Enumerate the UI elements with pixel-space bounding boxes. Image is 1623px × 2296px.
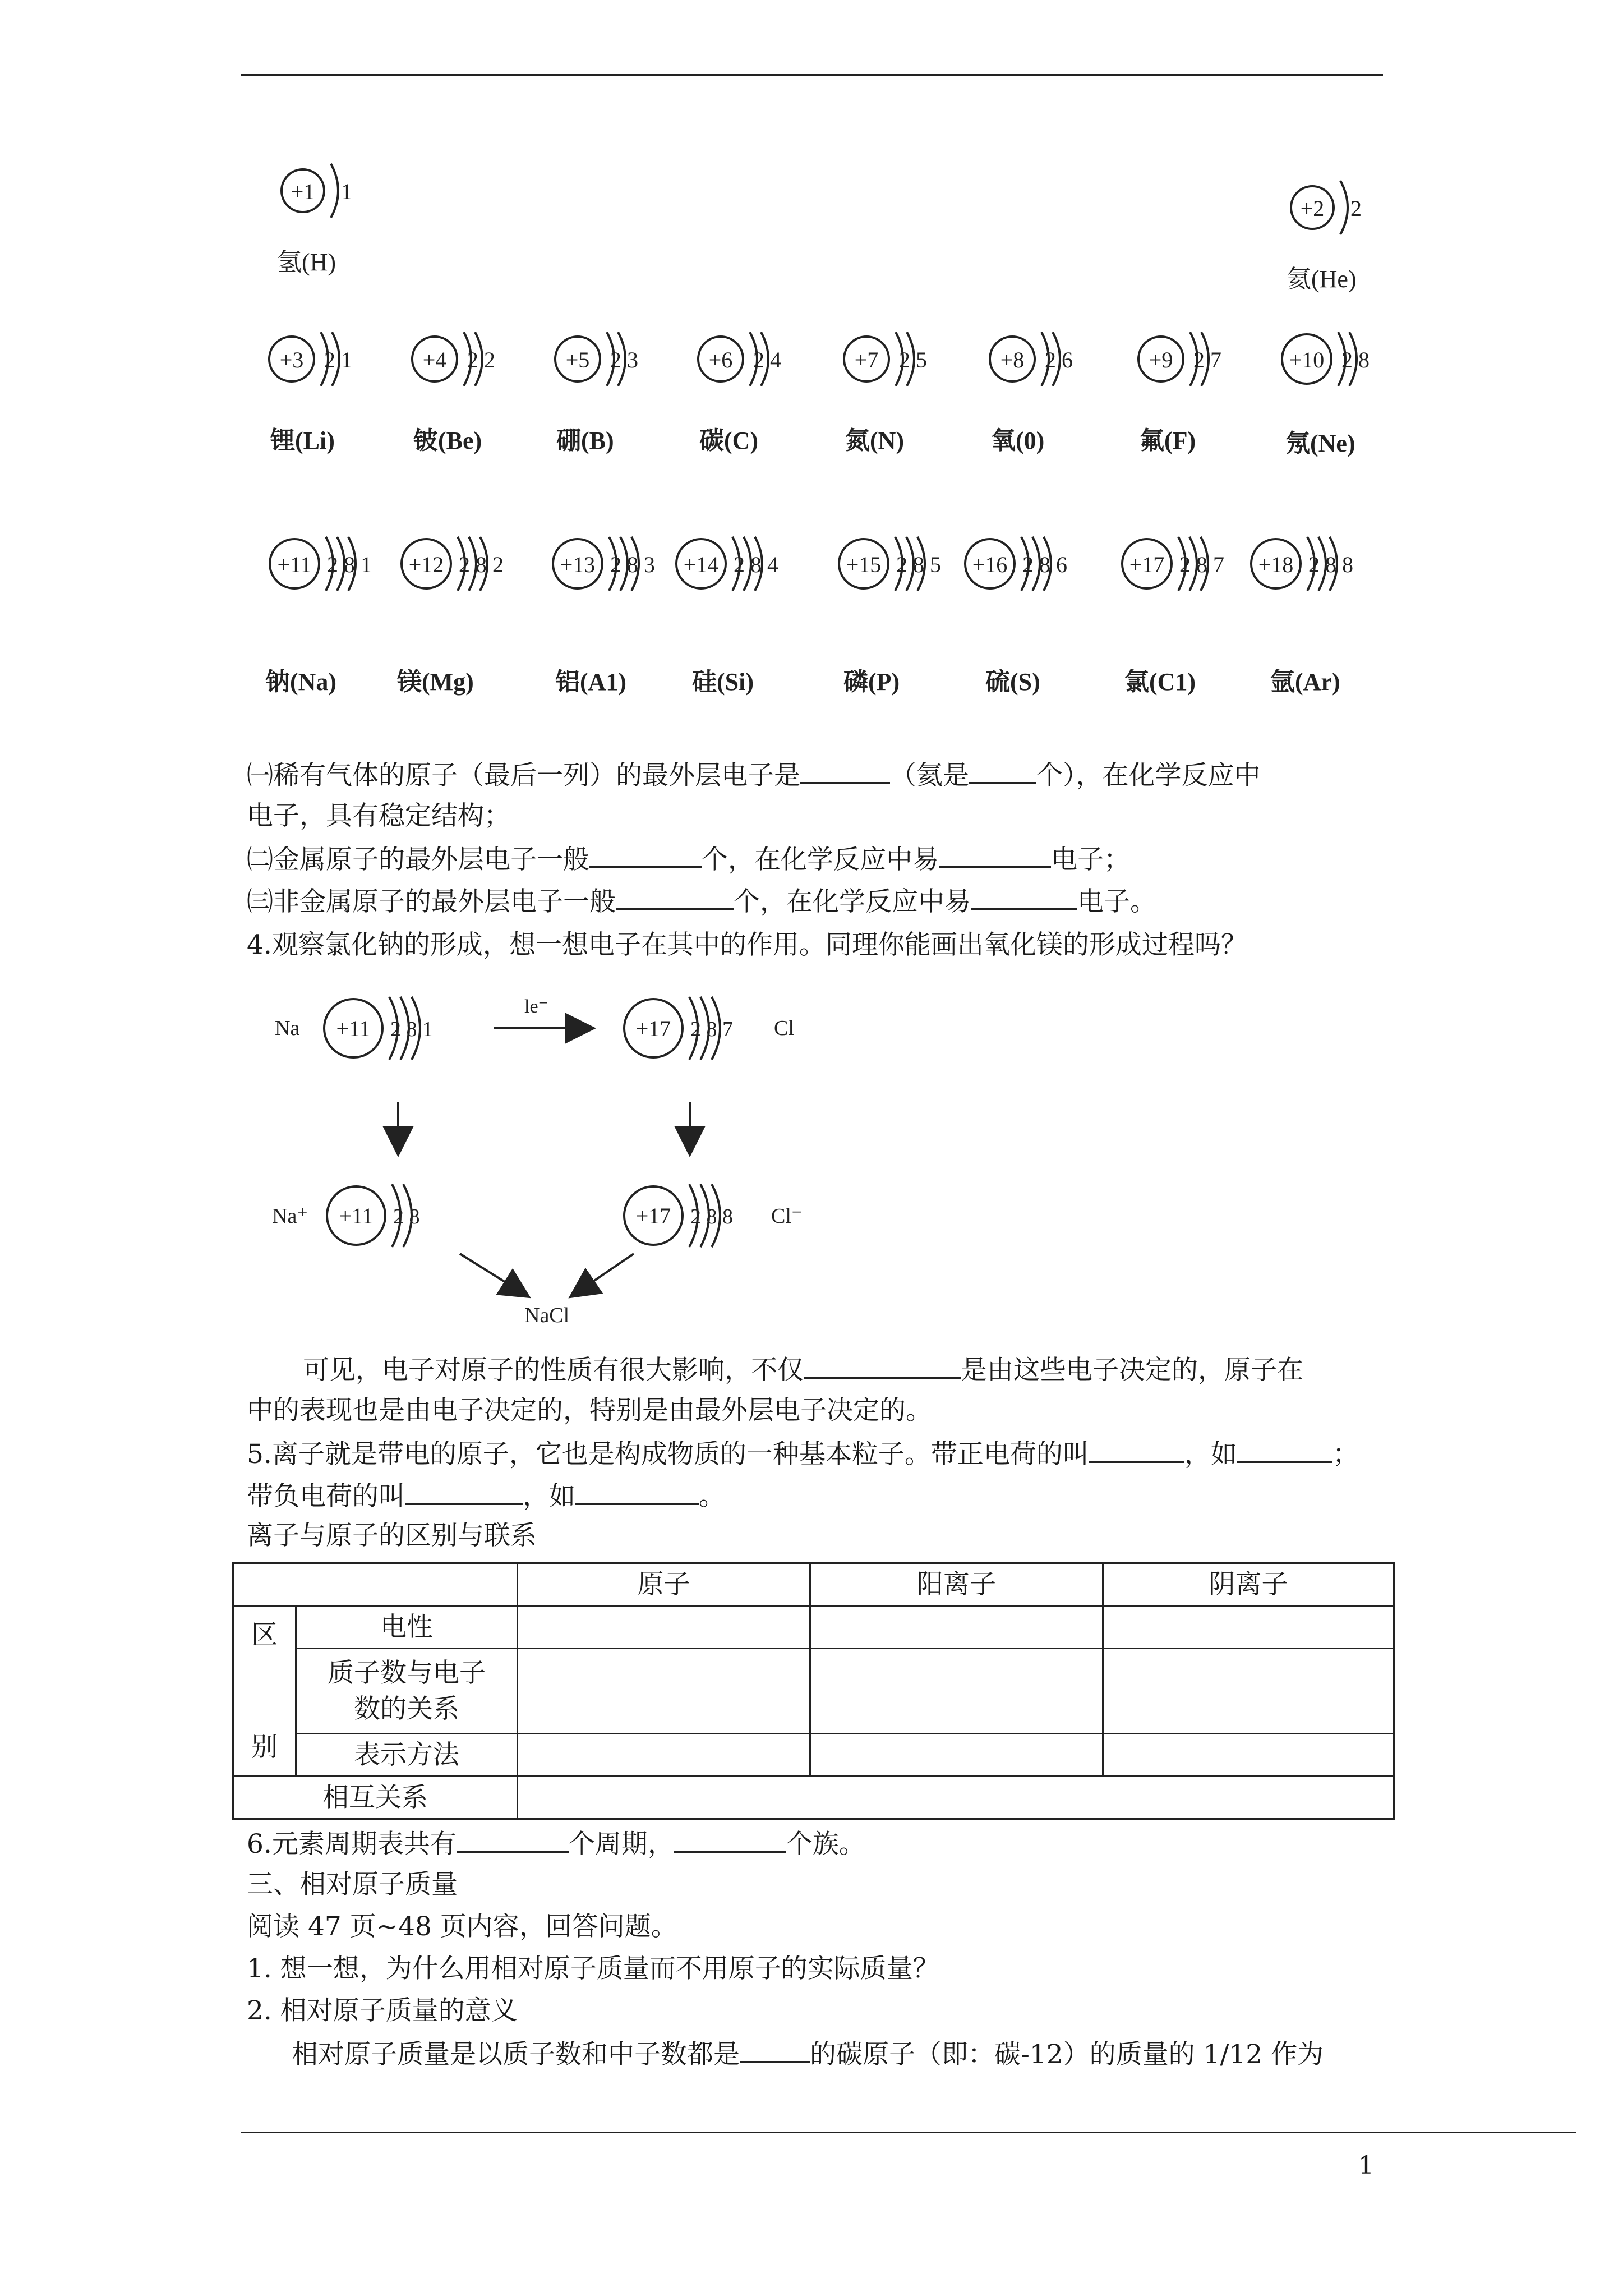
answer-cell[interactable]	[1103, 1734, 1394, 1777]
header-cation: 阳离子	[810, 1563, 1103, 1606]
element-label: 氟(F)	[1140, 427, 1196, 454]
element-label: 铍(Be)	[413, 427, 482, 454]
shell-electrons: 2 4	[753, 347, 781, 372]
svg-text:+11: +11	[339, 1203, 374, 1228]
atomic-structure-figure	[247, 140, 1413, 729]
element-label: 碳(C)	[699, 427, 759, 454]
nucleus-charge: +16	[972, 552, 1008, 577]
nucleus-charge: +9	[1149, 347, 1173, 372]
answer-cell[interactable]	[518, 1649, 810, 1734]
cl-atom-label: Cl	[774, 1016, 794, 1040]
answer-blank[interactable]	[575, 1478, 699, 1505]
element-label: 硅(Si)	[692, 668, 754, 696]
row-label-relation: 质子数与电子 数的关系	[296, 1649, 518, 1734]
section-3-heading: 三、相对原子质量	[247, 1869, 458, 1900]
shell-electrons: 2 8 2	[459, 552, 504, 577]
element-label: 镁(Mg)	[397, 668, 474, 696]
nucleus-charge: +15	[846, 552, 882, 577]
nucleus-charge: +17	[1129, 552, 1165, 577]
answer-blank[interactable]	[971, 884, 1077, 910]
section-3-reading: 阅读 47 页~48 页内容，回答问题。	[247, 1911, 677, 1942]
answer-cell[interactable]	[518, 1606, 810, 1649]
nucleus-charge: +12	[408, 552, 444, 577]
header-anion: 阴离子	[1103, 1563, 1394, 1606]
nucleus-charge: +3	[279, 347, 304, 372]
element-label: 氮(N)	[845, 427, 905, 454]
nucleus-charge: +6	[708, 347, 733, 372]
answer-blank[interactable]	[804, 1352, 961, 1379]
section-3-definition: 相对原子质量是以质子数和中子数都是 的碳原子（即：碳-12）的质量的 1/12 作为	[292, 2036, 1324, 2072]
answer-blank[interactable]	[674, 1826, 786, 1853]
atom-diagram-be	[412, 332, 495, 454]
nucleus-charge: +8	[1000, 347, 1025, 372]
svg-text:+17: +17	[635, 1203, 671, 1228]
section-3-item-1: 1. 想一想，为什么用相对原子质量而不用原子的实际质量？	[247, 1953, 939, 1984]
shell-electrons: 2 8 5	[896, 552, 941, 577]
element-label: 锂(Li)	[270, 427, 335, 454]
cl-atom-diagram	[624, 997, 733, 1060]
shell-electrons: 2 8	[1341, 347, 1370, 372]
shell-electrons: 2 8 7	[1179, 552, 1224, 577]
shell-electrons: 2	[1350, 196, 1362, 221]
answer-blank[interactable]	[969, 757, 1036, 784]
answer-cell[interactable]	[810, 1649, 1103, 1734]
element-label: 钠(Na)	[265, 668, 337, 696]
shell-electrons: 2 7	[1193, 347, 1221, 372]
cl-ion-diagram	[624, 1184, 733, 1247]
atom-diagram-na	[265, 537, 372, 696]
nucleus-charge: +5	[565, 347, 590, 372]
ion-atom-comparison-table	[232, 1562, 1395, 1820]
row-label-charge: 电性	[296, 1606, 518, 1649]
shell-electrons: 2 6	[1045, 347, 1073, 372]
q5-line-2: 带负电荷的叫 ，如 。	[247, 1478, 725, 1513]
q3-line-4: ㈢非金属原子的最外层电子一般 个，在化学反应中易 电子。	[247, 884, 1156, 919]
nucleus-charge: +13	[560, 552, 596, 577]
q6-line: 6.元素周期表共有 个周期， 个族。	[247, 1826, 865, 1861]
answer-blank[interactable]	[740, 2036, 810, 2063]
q3-line-3: ㈡金属原子的最外层电子一般 个，在化学反应中易 电子；	[247, 841, 1130, 877]
svg-text:2 8 7: 2 8 7	[690, 1018, 733, 1041]
element-label: 铝(A1)	[555, 668, 627, 696]
answer-blank[interactable]	[405, 1478, 523, 1505]
atom-diagram-b	[555, 332, 638, 454]
element-label: 磷(P)	[843, 668, 900, 696]
nucleus-charge: +4	[422, 347, 447, 372]
answer-blank[interactable]	[589, 841, 702, 868]
na-to-nacl-arrow	[460, 1254, 527, 1296]
svg-text:+11: +11	[336, 1016, 371, 1041]
shell-electrons: 2 8 6	[1022, 552, 1067, 577]
element-label: 硼(B)	[556, 427, 614, 454]
answer-blank[interactable]	[616, 884, 734, 910]
difference-header: 区 别	[233, 1606, 296, 1777]
element-label: 氢(H)	[277, 249, 336, 276]
answer-cell[interactable]	[810, 1606, 1103, 1649]
answer-blank[interactable]	[800, 757, 890, 784]
electron-transfer-label: le⁻	[524, 996, 548, 1017]
atom-diagram-cl	[1122, 537, 1224, 696]
row-label-link: 相互关系	[233, 1777, 518, 1819]
answer-blank[interactable]	[1237, 1436, 1332, 1463]
table-title: 离子与原子的区别与联系	[247, 1520, 537, 1551]
element-label: 氖(Ne)	[1285, 430, 1355, 457]
shell-electrons: 2 1	[324, 347, 352, 372]
row-label-notation: 表示方法	[296, 1734, 518, 1777]
svg-text:2 8 8: 2 8 8	[690, 1205, 733, 1228]
shell-electrons: 2 2	[467, 347, 495, 372]
svg-text:2 8 1: 2 8 1	[390, 1018, 433, 1041]
shell-electrons: 2 8 8	[1308, 552, 1353, 577]
answer-blank[interactable]	[1089, 1436, 1184, 1463]
atom-diagram-h	[277, 164, 352, 276]
element-label: 氩(Ar)	[1270, 668, 1340, 696]
svg-text:+17: +17	[635, 1016, 671, 1041]
nucleus-charge: +7	[854, 347, 879, 372]
atom-diagram-ar	[1251, 537, 1353, 696]
answer-cell[interactable]	[518, 1734, 810, 1777]
element-label: 氯(C1)	[1124, 668, 1196, 696]
cl-to-nacl-arrow	[572, 1254, 634, 1296]
shell-electrons: 2 8 1	[327, 552, 372, 577]
atom-diagram-n	[844, 332, 927, 454]
shell-electrons: 2 8 3	[610, 552, 655, 577]
table-corner-cell	[233, 1563, 518, 1606]
atom-diagram-o	[990, 332, 1073, 454]
atom-diagram-li	[269, 332, 352, 454]
answer-cell[interactable]	[1103, 1649, 1394, 1734]
shell-electrons: 2 3	[610, 347, 638, 372]
na-ion-label: Na⁺	[272, 1204, 308, 1228]
para-line-2: 中的表现也是由电子决定的，特别是由最外层电子决定的。	[247, 1395, 932, 1426]
na-atom-diagram	[324, 997, 433, 1060]
shell-electrons: 2 8 4	[734, 552, 778, 577]
shell-electrons: 1	[341, 179, 352, 204]
cl-ion-label: Cl⁻	[771, 1204, 803, 1228]
header-atom: 原子	[518, 1563, 810, 1606]
na-ion-diagram	[327, 1184, 420, 1247]
para-line-1: 可见，电子对原子的性质有很大影响，不仅 是由这些电子决定的，原子在	[303, 1352, 1303, 1387]
q3-line-1: ㈠稀有气体的原子（最后一列）的最外层电子是 （氦是 个），在化学反应中	[247, 757, 1261, 793]
atom-diagram-p	[839, 537, 941, 696]
q4-text: 4.观察氯化钠的形成，想一想电子在其中的作用。同理你能画出氧化镁的形成过程吗？	[247, 930, 1247, 960]
atom-diagram-mg	[397, 537, 504, 696]
q3-line-2: 电子，具有稳定结构；	[247, 800, 510, 831]
atom-diagram-al	[553, 537, 655, 696]
nucleus-charge: +2	[1300, 196, 1325, 221]
header-rule	[241, 74, 1383, 76]
nucleus-charge: +1	[291, 179, 315, 204]
atom-diagram-c	[698, 332, 781, 454]
element-label: 氦(He)	[1287, 265, 1357, 293]
answer-cell[interactable]	[1103, 1606, 1394, 1649]
nucleus-charge: +11	[277, 552, 312, 577]
na-atom-label: Na	[275, 1016, 300, 1040]
nacl-formation-figure	[247, 968, 830, 1327]
element-label: 氧(0)	[991, 427, 1045, 454]
svg-text:2 8: 2 8	[393, 1205, 420, 1228]
page-number: 1	[1358, 2151, 1374, 2180]
product-label: NaCl	[524, 1304, 570, 1327]
answer-cell[interactable]	[810, 1734, 1103, 1777]
atom-diagram-f	[1138, 332, 1221, 454]
nucleus-charge: +14	[683, 552, 719, 577]
q5-line-1: 5.离子就是带电的原子，它也是构成物质的一种基本粒子。带正电荷的叫 ，如 ；	[247, 1436, 1359, 1471]
element-label: 硫(S)	[985, 668, 1040, 696]
footer-rule	[241, 2132, 1576, 2133]
answer-blank[interactable]	[939, 841, 1051, 868]
section-3-item-2: 2. 相对原子质量的意义	[247, 1995, 518, 2026]
atom-diagram-si	[676, 537, 778, 696]
nucleus-charge: +10	[1289, 347, 1325, 372]
nucleus-charge: +18	[1258, 552, 1294, 577]
atom-diagram-s	[965, 537, 1067, 696]
shell-electrons: 2 5	[899, 347, 927, 372]
atom-diagram-he	[1287, 181, 1362, 293]
answer-blank[interactable]	[457, 1826, 569, 1853]
atom-diagram-ne	[1282, 332, 1370, 457]
answer-cell[interactable]	[518, 1777, 1394, 1819]
